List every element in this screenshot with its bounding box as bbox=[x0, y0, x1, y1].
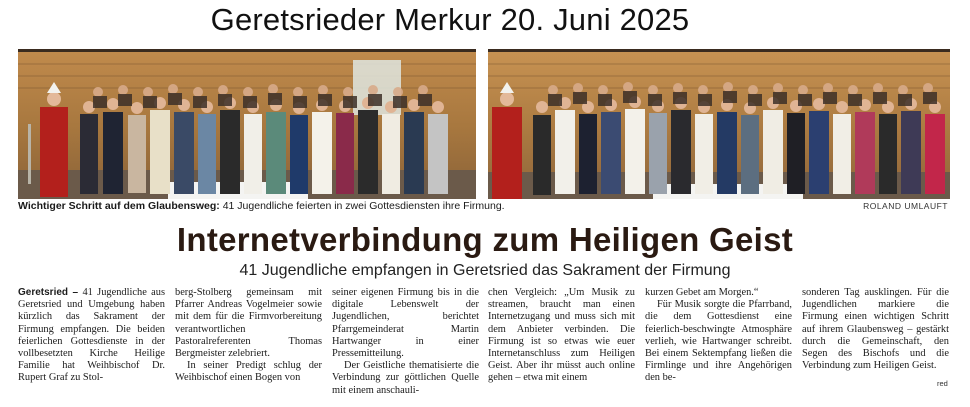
group-photo-right bbox=[488, 49, 950, 199]
column-5-paragraph-2: Für Musik sorgte die Pfarrband, die dem Gottesdienst eine feierlich-beschwingte Atmosphäre verlieh, wie Hartwanger schreibt. Bei einem Sektempfang ließen die Firmlinge und ihre Angehörigen den be- bbox=[645, 299, 792, 384]
column-1-text: 41 Jugendliche aus Geretsried und Umgebung haben kürzlich das Sakrament der Firmung empfangen. Die beiden feierlichen Gottesdienste in der vollbesetzten Kirche Heilige Familie hat Weihbischof Dr. Rupert Graf zu Stol- bbox=[18, 287, 165, 384]
article-column-2 bbox=[175, 287, 322, 385]
column-2-paragraph-2: In seiner Predigt schlug der Weihbischof einen Bogen von bbox=[175, 360, 322, 384]
group-photo-left bbox=[18, 49, 476, 199]
author-signature: red bbox=[937, 379, 948, 388]
article-column-6 bbox=[802, 287, 949, 372]
article-column-5 bbox=[645, 287, 792, 385]
caption-text: 41 Jugendliche feierten in zwei Gottesdiensten ihre Firmung. bbox=[219, 200, 505, 212]
column-5-paragraph-1: kurzen Gebet am Morgen.“ bbox=[645, 287, 759, 298]
column-3-paragraph-1: seiner eigenen Firmung bis in die digitale Lebenswelt der Jugendlichen, berichtet Pfarrgemeinderat Martin Hartwanger in einer Pressemitteilung. bbox=[332, 287, 479, 360]
column-6-text: sonderen Tag ausklingen. Für die Jugendlichen markiere die Firmung einen wichtigen Schritt auf ihrem Glaubensweg – gestärkt durch die Gemeinschaft, den Segen des Bischofs und die Verbindung zum Heiligen Geist. bbox=[802, 287, 949, 372]
article-column-4 bbox=[488, 287, 635, 385]
group-photo-left-image bbox=[18, 52, 476, 199]
photo-credit: ROLAND UMLAUFT bbox=[863, 201, 948, 211]
article-column-1 bbox=[18, 287, 165, 385]
article-dateline: Geretsried – bbox=[18, 287, 79, 298]
group-photo-right-image bbox=[488, 52, 950, 199]
article-subheadline: 41 Jugendliche empfangen in Geretsried das Sakrament der Firmung bbox=[239, 262, 731, 279]
column-3-paragraph-2: Der Geistliche thematisierte die Verbindung zur göttlichen Quelle mit einem anschauli- bbox=[332, 360, 479, 396]
photo-caption bbox=[18, 200, 950, 212]
article-headline: Internetverbindung zum Heiligen Geist bbox=[176, 221, 794, 258]
column-4-text: chen Vergleich: „Um Musik zu streamen, braucht man einen Internetzugang und muss sich mit dem Anbieter verbinden. Die Firmung ist so etwas wie euer Internetanschluss zum Heiligen Geist. Aber ihr müsst auch online gehen – etwa mit einem bbox=[488, 287, 635, 384]
article-column-3 bbox=[332, 287, 479, 397]
newspaper-source-date: Geretsrieder Merkur 20. Juni 2025 bbox=[210, 2, 690, 37]
column-2-paragraph-1: berg-Stolberg gemeinsam mit Pfarrer Andreas Vogelmeier sowie mit dem für die Firmvorbereitung verantwortlichen Pastoralreferenten Thomas Bergmeister zelebriert. bbox=[175, 287, 322, 360]
caption-lead: Wichtiger Schritt auf dem Glaubensweg: bbox=[18, 200, 220, 212]
